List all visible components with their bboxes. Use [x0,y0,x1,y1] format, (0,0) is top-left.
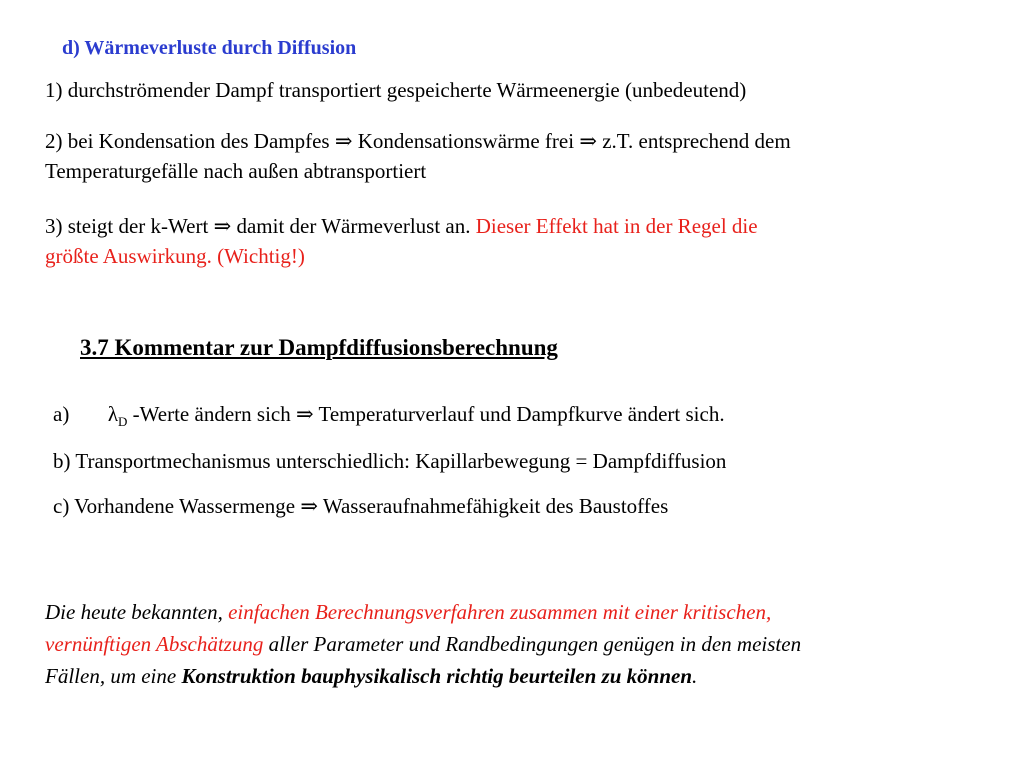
item-2-text-b: Kondensationswärme frei [357,129,575,153]
implies-arrow-icon: ⇒ [334,129,353,153]
item-2-text-c: z.T. entsprechend dem [602,129,791,153]
conclusion-highlight-2: vernünftigen Abschätzung [45,632,264,656]
conclusion-text-3: Fällen, um eine [45,664,177,688]
implies-arrow-icon: ⇒ [295,402,314,426]
item-c-text-a: c) Vorhandene Wassermenge [53,494,296,518]
lambda-symbol: λ [107,402,119,426]
conclusion-text-1: Die heute bekannten, [45,600,223,624]
item-3-text-a: 3) steigt der k-Wert [45,214,209,238]
item-2-text-a: 2) bei Kondensation des Dampfes [45,129,330,153]
section-d-item-3 [45,211,758,271]
section-37-item-c [53,491,668,521]
conclusion-highlight-1: einfachen Berechnungsverfahren zusammen mit einer kritischen, [228,600,772,624]
item-3-highlight-2: größte Auswirkung. (Wichtig!) [45,244,305,268]
conclusion-text-2: aller Parameter und Randbedingungen genügen in den meisten [268,632,802,656]
section-d-item-1: 1) durchströmender Dampf transportiert gespeicherte Wärmeenergie (unbedeutend) [45,78,747,102]
section-37-heading: 3.7 Kommentar zur Dampfdiffusionsberechnung [80,335,558,360]
item-a-text-b: Temperaturverlauf und Dampfkurve ändert sich. [318,402,725,426]
section-d-item-2 [45,126,791,186]
section-37-item-a [53,399,725,437]
item-a-label: a) [53,402,70,426]
section-37-item-b: b) Transportmechanismus unterschiedlich: Kapillarbewegung = Dampfdiffusion [53,449,727,473]
implies-arrow-icon: ⇒ [579,129,597,153]
conclusion-period: . [692,664,698,688]
item-3-text-b: damit der Wärmeverlust an. [236,214,471,238]
conclusion-paragraph [45,596,801,692]
conclusion-bold: Konstruktion bauphysikalisch richtig beurteilen zu können [181,664,693,688]
implies-arrow-icon: ⇒ [213,214,232,238]
item-3-highlight-1: Dieser Effekt hat in der Regel die [475,214,758,238]
section-d-title: d) Wärmeverluste durch Diffusion [62,37,357,59]
item-c-text-b: Wasseraufnahmefähigkeit des Baustoffes [322,494,669,518]
item-2-line-2: Temperaturgefälle nach außen abtransportiert [45,159,427,183]
item-a-text-a: -Werte ändern sich [132,402,291,426]
lambda-subscript: D [118,414,128,429]
implies-arrow-icon: ⇒ [300,494,318,518]
